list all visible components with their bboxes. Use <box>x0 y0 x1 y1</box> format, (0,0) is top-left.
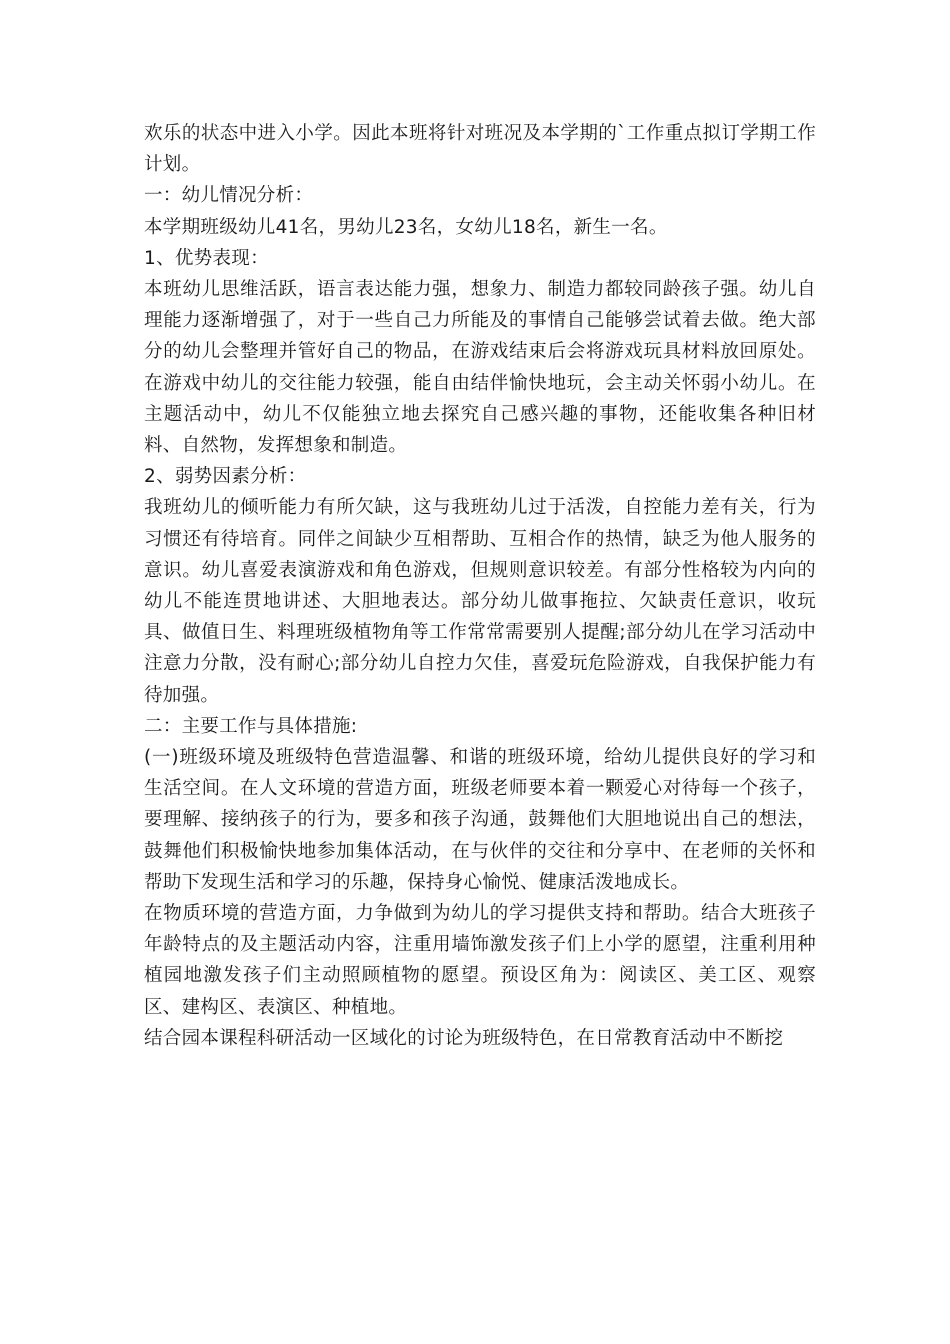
document-body <box>144 118 816 1054</box>
paragraph-material-environment: 在物质环境的营造方面，力争做到为幼儿的学习提供支持和帮助。结合大班孩子年龄特点的及主题活动内容，注重用墙饰激发孩子们上小学的愿望，注重利用种植园地激发孩子们主动照顾植物的愿望。预设区角为：阅读区、美工区、观察区、建构区、表演区、种植地。 <box>144 903 816 1018</box>
paragraph-strengths: 本班幼儿思维活跃，语言表达能力强，想象力、制造力都较同龄孩子强。幼儿自理能力逐渐增强了，对于一些自己力所能及的事情自己能够尝试着去做。绝大部分的幼儿会整理并管好自己的物品，在游戏结束后会将游戏玩具材料放回原处。在游戏中幼儿的交往能力较强，能自由结伴愉快地玩，会主动关怀弱小幼儿。在主题活动中，幼儿不仅能独立地去探究自己感兴趣的事物，还能收集各种旧材料、自然物，发挥想象和制造。 <box>144 279 816 457</box>
paragraph-class-environment: (一)班级环境及班级特色营造温馨、和谐的班级环境，给幼儿提供良好的学习和生活空间。在人文环境的营造方面，班级老师要本着一颗爱心对待每一个孩子，要理解、接纳孩子的行为，要多和孩子沟通，鼓舞他们大胆地说出自己的想法，鼓舞他们积极愉快地参加集体活动，在与伙伴的交往和分享中、在老师的关怀和帮助下发现生活和学习的乐趣，保持身心愉悦、健康活泼地成长。 <box>144 747 816 893</box>
paragraph-weaknesses: 我班幼儿的倾听能力有所欠缺，这与我班幼儿过于活泼，自控能力差有关，行为习惯还有待培育。同伴之间缺少互相帮助、互相合作的热情，缺乏为他人服务的意识。幼儿喜爱表演游戏和角色游戏，但规则意识较差。有部分性格较为内向的幼儿不能连贯地讲述、大胆地表达。部分幼儿做事拖拉、欠缺责任意识，收玩具、做值日生、料理班级植物角等工作常常需要别人提醒;部分幼儿在学习活动中注意力分散，没有耐心;部分幼儿自控力欠佳，喜爱玩危险游戏，自我保护能力有待加强。 <box>144 497 816 706</box>
paragraph-continuation: 欢乐的状态中进入小学。因此本班将针对班况及本学期的`工作重点拟订学期工作计划。 <box>144 123 816 176</box>
subheading-weaknesses: 2、弱势因素分析： <box>144 466 307 488</box>
section-heading-main-work: 二：主要工作与具体措施: <box>144 715 358 737</box>
paragraph-class-feature: 结合园本课程科研活动一区域化的讨论为班级特色，在日常教育活动中不断挖 <box>144 1027 784 1049</box>
section-heading-child-analysis: 一：幼儿情况分析： <box>144 185 314 207</box>
subheading-strengths: 1、优势表现： <box>144 247 269 269</box>
paragraph-class-stats: 本学期班级幼儿41名，男幼儿23名，女幼儿18名，新生一名。 <box>144 216 668 238</box>
